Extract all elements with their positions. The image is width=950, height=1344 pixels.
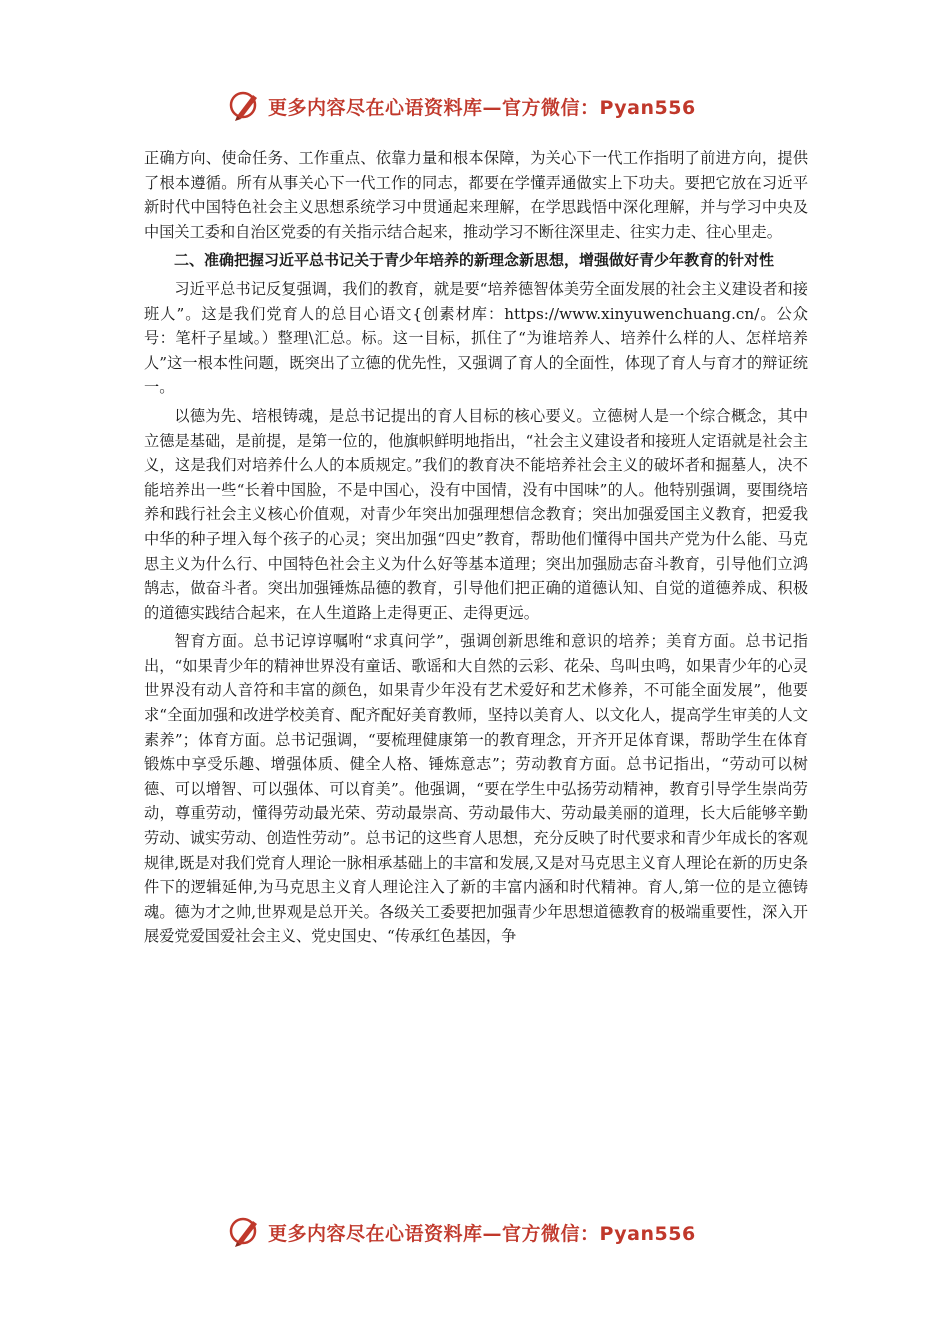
header-banner (228, 86, 728, 126)
pen-logo-icon (228, 1215, 262, 1249)
banner-text: 更多内容尽在心语资料库—官方微信：Pyan556 (268, 96, 696, 119)
paragraph-4: 智育方面。总书记谆谆嘱咐“求真问学”，强调创新思维和意识的培养；美育方面。总书记指出，“如果青少年的精神世界没有童话、歌谣和大自然的云彩、花朵、鸟叫虫鸣，如果青少年的心灵世界没有动人音符和丰富的颜色，如果青少年没有艺术爱好和艺术修养，不可能全面发展”，他要求“全面加强和改进学校美育、配齐配好美育教师，坚持以美育人、以文化人，提高学生审美的人文素养”；体育方面。总书记强调，“要梳理健康第一的教育理念，开齐开足体育课，帮助学生在体育锻炼中享受乐趣、增强体质、健全人格、锤炼意志”；劳动教育方面。总书记指出，“劳动可以树德、可以增智、可以强体、可以育美”。他强调，“要在学生中弘扬劳动精神，教育引导学生崇尚劳动，尊重劳动，懂得劳动最光荣、劳动最崇高、劳动最伟大、劳动最美丽的道理，长大后能够辛勤劳动、诚实劳动、创造性劳动”。总书记的这些育人思想，充分反映了时代要求和青少年成长的客观规律,既是对我们党育人理论一脉相承基础上的丰富和发展,又是对马克思主义育人理论在新的历史条件下的逻辑延伸,为马克思主义育人理论注入了新的丰富内涵和时代精神。育人,第一位的是立德铸魂。德为才之帅,世界观是总开关。各级关工委要把加强青少年思想道德教育的极端重要性，深入开展爱党爱国爱社会主义、党史国史、“传承红色基因，争 (144, 632, 808, 946)
paragraph-3: 以德为先、培根铸魂，是总书记提出的育人目标的核心要义。立德树人是一个综合概念，其中立德是基础，是前提，是第一位的，他旗帜鲜明地指出，“社会主义建设者和接班人定语就是社会主义，这是我们对培养什么人的本质规定。”我们的教育决不能培养社会主义的破坏者和掘墓人，决不能培养出一些“长着中国脸，不是中国心，没有中国情，没有中国味”的人。他特别强调，要围绕培养和践行社会主义核心价值观，对青少年突出加强理想信念教育；突出加强爱国主义教育，把爱我中华的种子埋入每个孩子的心灵；突出加强“四史”教育，帮助他们懂得中国共产党为什么能、马克思主义为什么行、中国特色社会主义为什么好等基本道理；突出加强励志奋斗教育，引导他们立鸿鹄志，做奋斗者。突出加强锤炼品德的教育，引导他们把正确的道德认知、自觉的道德养成、积极的道德实践结合起来，在人生道路上走得更正、走得更远。 (144, 406, 808, 622)
paragraph-2: 习近平总书记反复强调，我们的教育，就是要“培养德智体美劳全面发展的社会主义建设者和接班人”。这是我们党育人的总目心语文{创素材库：https://www.xinyuwenchuang.cn/。公众号：笔杆子星域。）整理\汇总。标。这一目标，抓住了“为谁培养人、培养什么样的人、怎样培养人”这一根本性问题，既突出了立德的优先性，又强调了育人的全面性，体现了育人与育才的辩证统一。 (144, 279, 808, 397)
section-heading: 二、准确把握习近平总书记关于青少年培养的新理念新思想，增强做好青少年教育的针对性 (174, 251, 775, 270)
paragraph-1: 正确方向、使命任务、工作重点、依靠力量和根本保障，为关心下一代工作指明了前进方向，提供了根本遵循。所有从事关心下一代工作的同志，都要在学懂弄通做实上下功夫。要把它放在习近平新时代中国特色社会主义思想系统学习中贯通起来理解，在学思践悟中深化理解，并与学习中央及中国关工委和自治区党委的有关指示结合起来，推动学习不断往深里走、往实力走、往心里走。 (144, 149, 808, 241)
document-body (144, 146, 808, 953)
footer-banner (228, 1212, 728, 1252)
banner-text: 更多内容尽在心语资料库—官方微信：Pyan556 (268, 1222, 696, 1245)
pen-logo-icon (228, 89, 262, 123)
